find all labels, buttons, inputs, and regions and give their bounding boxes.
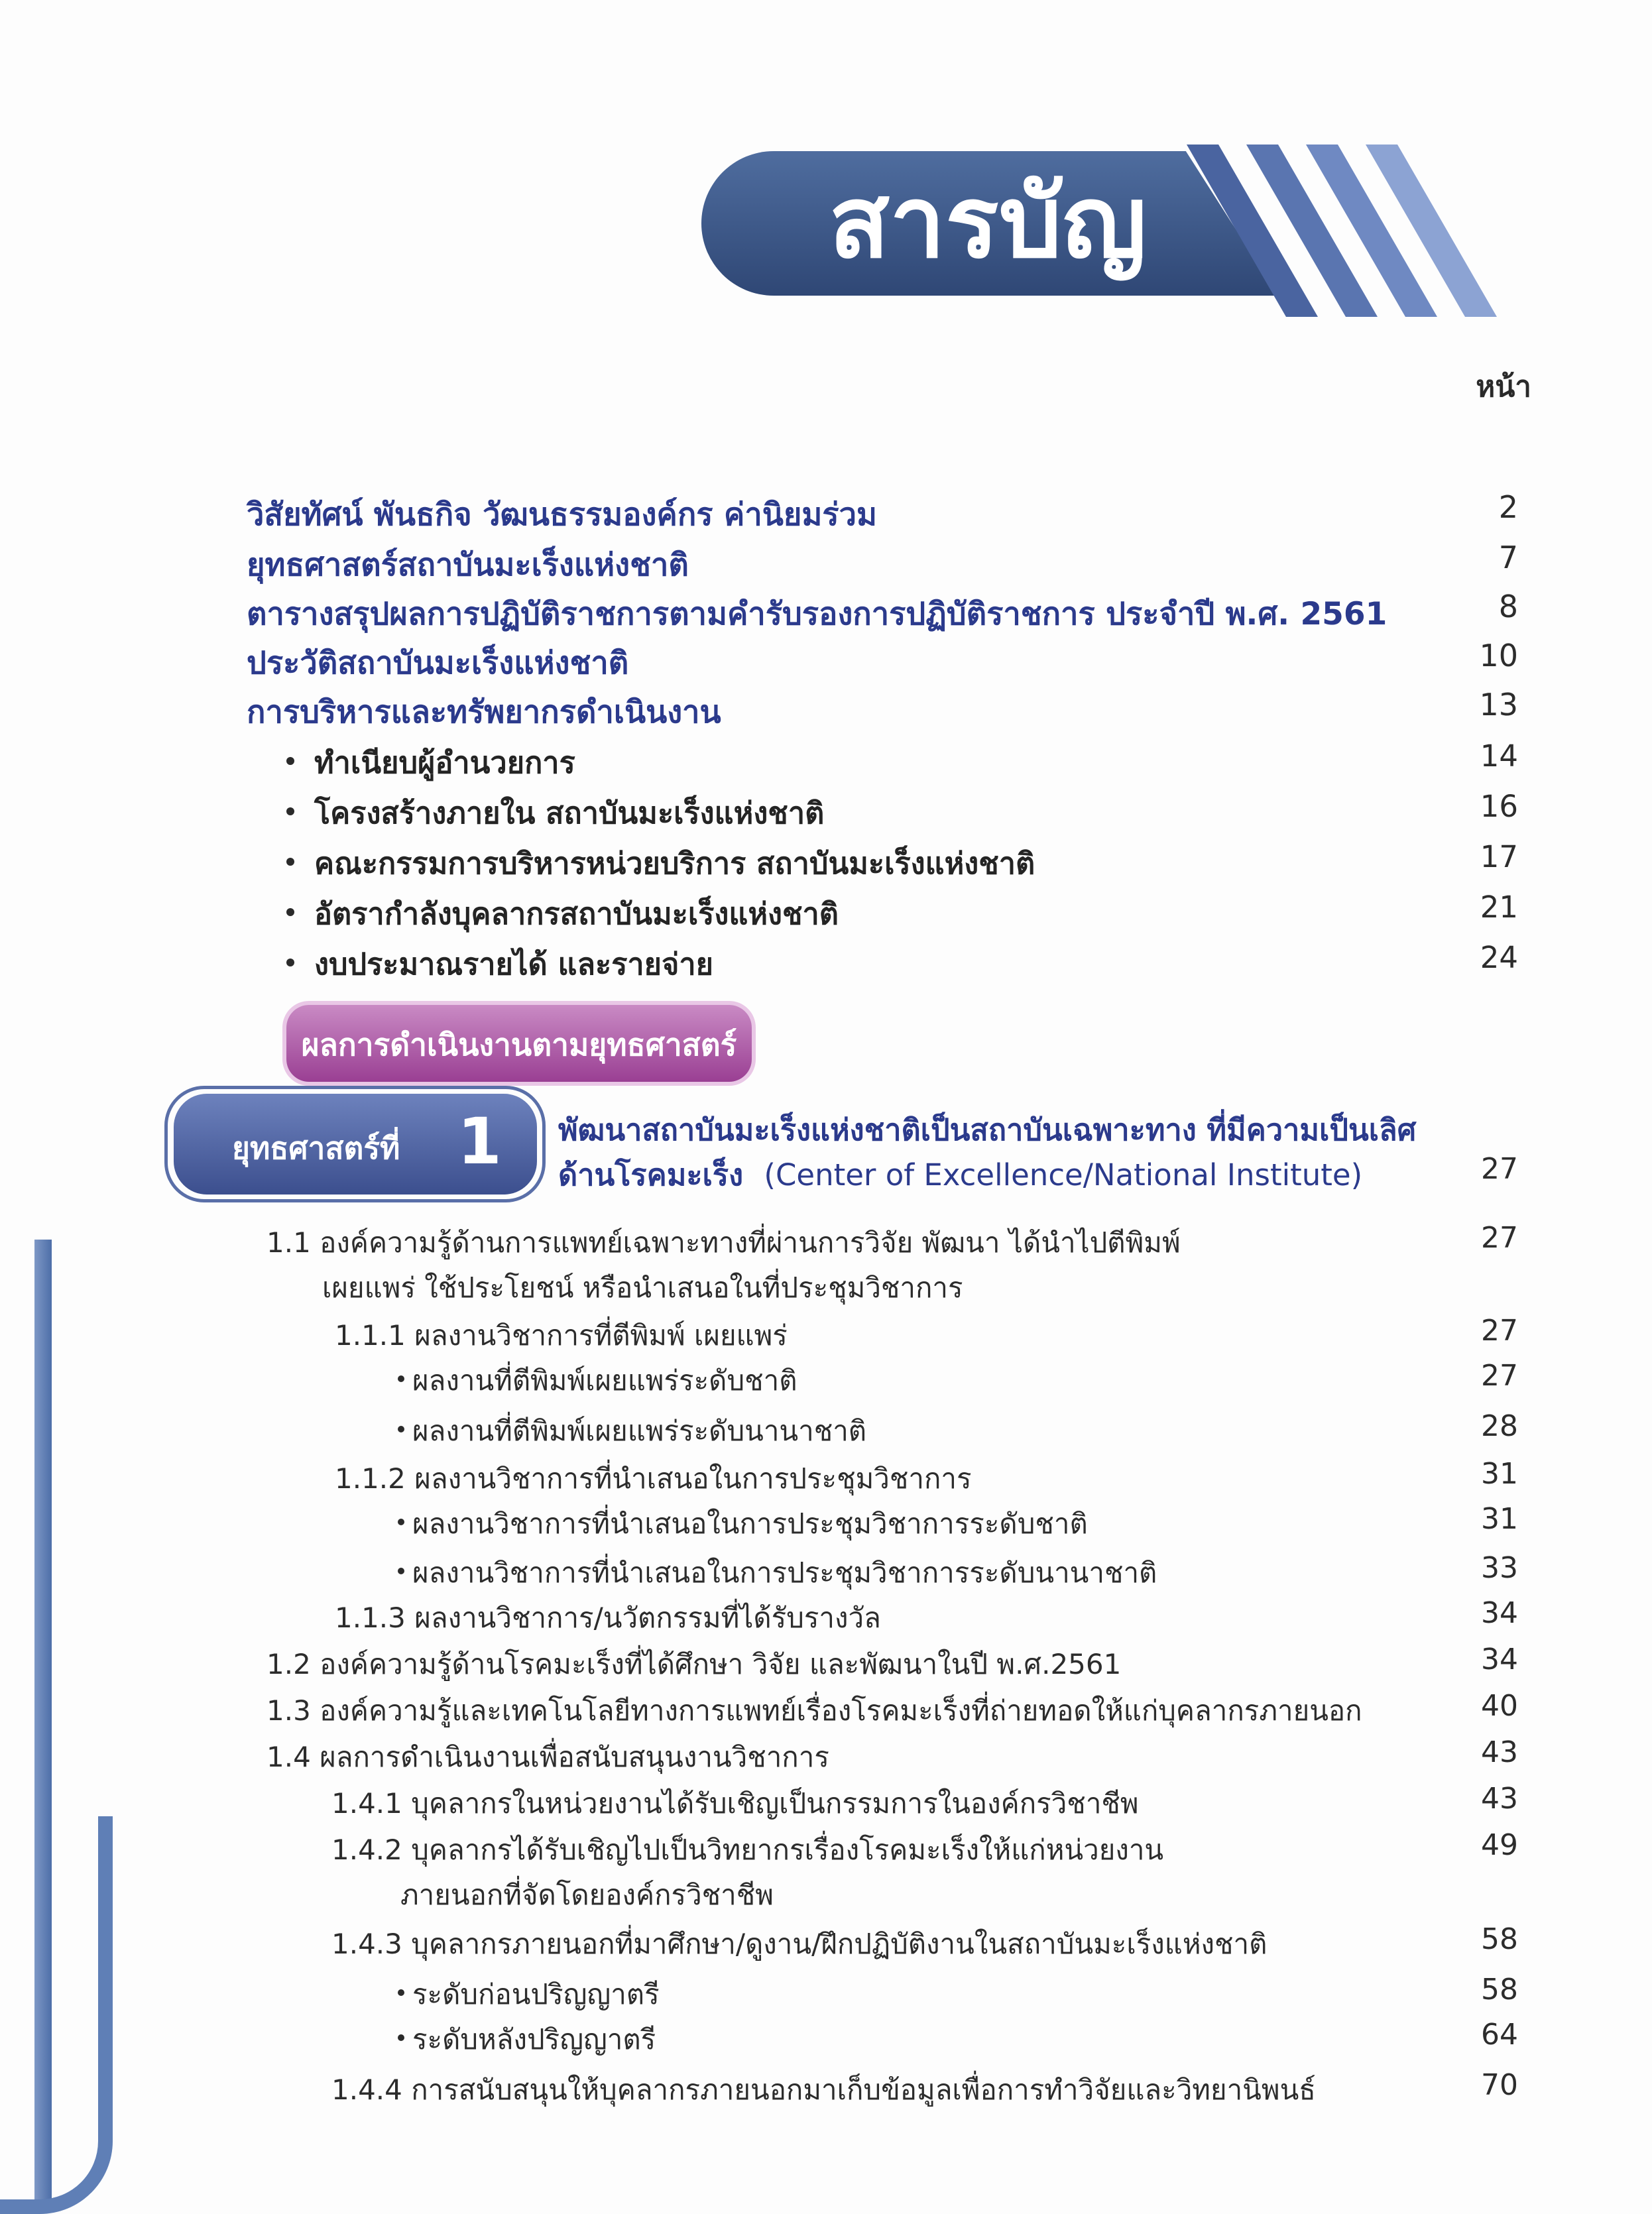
toc-entry[interactable] (0, 589, 1652, 635)
toc-entry-text: การบริหารและทรัพยากรดำเนินงาน (247, 694, 721, 730)
toc-entry-text: ผลงานวิชาการที่นำเสนอในการประชุมวิชาการระดับนานาชาติ (412, 1556, 1157, 1589)
toc-entry-page: 40 (1481, 1689, 1518, 1723)
section-header-label: ผลการดำเนินงานตามยุทธศาสตร์ (301, 1027, 737, 1063)
toc-entry-page: 31 (1481, 1502, 1518, 1536)
toc-entry-text: โครงสร้างภายใน สถาบันมะเร็งแห่งชาติ (314, 795, 825, 831)
toc-entry-page: 2 (1498, 489, 1518, 525)
strategy-number: 1 (457, 1104, 502, 1179)
page-column-label: หน้า (1476, 370, 1531, 404)
toc-entry-text: คณะกรรมการบริหารหน่วยบริการ สถาบันมะเร็งแห่งชาติ (314, 846, 1035, 881)
toc-entry-text: ตารางสรุปผลการปฏิบัติราชการตามคำรับรองการปฏิบัติราชการ ประจำปี พ.ศ. 2561 (247, 596, 1387, 632)
toc-entry[interactable] (0, 1643, 1652, 1689)
toc-entry[interactable] (0, 2018, 1652, 2064)
bullet-icon (398, 1989, 404, 1996)
toc-entry[interactable] (0, 940, 1652, 986)
strategy-label: ยุทธศาสตร์ที่ (232, 1130, 400, 1166)
bullet-icon (398, 2034, 404, 2041)
toc-entry-text: 1.4.1 บุคลากรในหน่วยงานได้รับเชิญเป็นกรรมการในองค์กรวิชาชีพ (331, 1787, 1139, 1820)
toc-entry-text: อัตรากำลังบุคลากรสถาบันมะเร็งแห่งชาติ (314, 896, 839, 931)
toc-entry-page: 31 (1481, 1457, 1518, 1491)
toc-entry[interactable] (0, 1502, 1652, 1548)
toc-entry-text: ยุทธศาสตร์สถาบันมะเร็งแห่งชาติ (247, 547, 689, 583)
toc-entry[interactable] (0, 789, 1652, 835)
toc-entry-text: งบประมาณรายได้ และรายจ่าย (314, 947, 714, 982)
toc-entry[interactable] (0, 638, 1652, 684)
toc-entry[interactable] (0, 1359, 1652, 1405)
toc-entry-page: 58 (1481, 1922, 1518, 1956)
toc-entry[interactable] (0, 2068, 1652, 2115)
toc-entry[interactable] (0, 1221, 1652, 1267)
toc-entry-page: 27 (1481, 1359, 1518, 1393)
toc-entry-page: 49 (1481, 1828, 1518, 1862)
toc-entry[interactable] (0, 1457, 1652, 1503)
toc-entry[interactable] (0, 1409, 1652, 1456)
bullet-icon (286, 757, 294, 765)
toc-entry-text: ทำเนียบผู้อำนวยการ (314, 745, 575, 780)
toc-entry-text: ภายนอกที่จัดโดยองค์กรวิชาชีพ (400, 1879, 774, 1911)
toc-entry[interactable] (0, 1689, 1652, 1735)
toc-entry[interactable] (0, 890, 1652, 936)
toc-entry[interactable] (0, 687, 1652, 733)
toc-entry-text: เผยแพร่ ใช้ประโยชน์ หรือนำเสนอในที่ประชุมวิชาการ (322, 1271, 963, 1304)
toc-entry-text: ประวัติสถาบันมะเร็งแห่งชาติ (247, 645, 629, 681)
strategy-page: 27 (1481, 1152, 1518, 1186)
toc-entry-page: 14 (1480, 738, 1518, 774)
toc-entry-page: 43 (1481, 1782, 1518, 1816)
bullet-icon (286, 858, 294, 866)
toc-entry-page: 16 (1480, 789, 1518, 824)
bullet-icon (286, 807, 294, 815)
strategy-description-thai: ด้านโรคมะเร็ง (558, 1157, 744, 1193)
bullet-icon (286, 908, 294, 916)
toc-entry-text: 1.1.3 ผลงานวิชาการ/นวัตกรรมที่ได้รับรางวัล (335, 1602, 881, 1634)
toc-entry[interactable] (0, 1596, 1652, 1643)
toc-entry[interactable] (0, 1973, 1652, 2019)
banner-stripes (1160, 145, 1531, 317)
toc-entry[interactable] (0, 1828, 1652, 1875)
toc-entry-page: 33 (1481, 1551, 1518, 1585)
toc-entry[interactable] (0, 1551, 1652, 1598)
toc-entry-page: 58 (1481, 1973, 1518, 2007)
toc-entry-page: 34 (1481, 1596, 1518, 1630)
toc-entry-text: 1.3 องค์ความรู้และเทคโนโลยีทางการแพทย์เรื่องโรคมะเร็งที่ถ่ายทอดให้แก่บุคลากรภายนอก (266, 1694, 1362, 1727)
toc-entry[interactable] (0, 1314, 1652, 1360)
strategy-page-row (0, 1152, 1652, 1198)
bullet-icon (398, 1568, 404, 1574)
toc-entry-text: 1.1.2 ผลงานวิชาการที่นำเสนอในการประชุมวิชาการ (335, 1462, 972, 1495)
toc-entry-page: 27 (1481, 1221, 1518, 1255)
toc-entry-page: 13 (1479, 687, 1518, 723)
toc-entry-continuation (0, 1873, 1652, 1920)
toc-entry-page: 10 (1479, 638, 1518, 673)
bullet-icon (398, 1519, 404, 1525)
toc-entry-page: 8 (1498, 589, 1518, 624)
toc-entry-page: 27 (1481, 1314, 1518, 1348)
toc-entry-page: 70 (1481, 2068, 1518, 2102)
toc-entry-text: 1.4.2 บุคลากรได้รับเชิญไปเป็นวิทยากรเรื่องโรคมะเร็งให้แก่หน่วยงาน (331, 1834, 1164, 1866)
strategy-description-english: (Center of Excellence/National Institute) (764, 1157, 1363, 1193)
toc-entry-text: 1.1.1 ผลงานวิชาการที่ตีพิมพ์ เผยแพร่ (335, 1319, 788, 1352)
toc-entry-text: ระดับก่อนปริญญาตรี (412, 1978, 660, 2010)
toc-entry-page: 21 (1480, 890, 1518, 925)
toc-entry[interactable] (0, 489, 1652, 536)
toc-entry[interactable] (0, 1735, 1652, 1782)
toc-entry-text: 1.4 ผลการดำเนินงานเพื่อสนับสนุนงานวิชาการ (266, 1741, 829, 1773)
bullet-icon (398, 1426, 404, 1432)
toc-entry[interactable] (0, 738, 1652, 785)
toc-entry-text: ผลงานที่ตีพิมพ์เผยแพร่ระดับชาติ (412, 1364, 797, 1397)
toc-entry[interactable] (0, 1922, 1652, 1969)
toc-entry-text: 1.4.3 บุคลากรภายนอกที่มาศึกษา/ดูงาน/ฝึกปฏิบัติงานในสถาบันมะเร็งแห่งชาติ (331, 1928, 1268, 1960)
page-title: สารบัญ (829, 165, 1147, 280)
toc-entry[interactable] (0, 540, 1652, 586)
toc-entry-page: 43 (1481, 1735, 1518, 1769)
strategy-description-line1: พัฒนาสถาบันมะเร็งแห่งชาติเป็นสถาบันเฉพาะทาง ที่มีความเป็นเลิศ (558, 1112, 1417, 1147)
toc-entry-text: 1.4.4 การสนับสนุนให้บุคลากรภายนอกมาเก็บข้อมูลเพื่อการทำวิจัยและวิทยานิพนธ์ (331, 2073, 1316, 2106)
toc-entry-page: 17 (1480, 839, 1518, 874)
toc-entry-text: 1.1 องค์ความรู้ด้านการแพทย์เฉพาะทางที่ผ่านการวิจัย พัฒนา ได้นำไปตีพิมพ์ (266, 1226, 1181, 1259)
bullet-icon (398, 1375, 404, 1382)
toc-entry-text: ระดับหลังปริญญาตรี (412, 2023, 656, 2056)
toc-entry-continuation (0, 1266, 1652, 1312)
toc-entry[interactable] (0, 839, 1652, 886)
toc-entry-text: ผลงานที่ตีพิมพ์เผยแพร่ระดับนานาชาติ (412, 1415, 867, 1447)
toc-entry-page: 34 (1481, 1643, 1518, 1676)
toc-entry-page: 64 (1481, 2018, 1518, 2052)
toc-entry[interactable] (0, 1782, 1652, 1828)
toc-entry-text: ผลงานวิชาการที่นำเสนอในการประชุมวิชาการระดับชาติ (412, 1507, 1088, 1540)
toc-entry-text: 1.2 องค์ความรู้ด้านโรคมะเร็งที่ได้ศึกษา วิจัย และพัฒนาในปี พ.ศ.2561 (266, 1648, 1122, 1680)
toc-entry-page: 7 (1498, 540, 1518, 575)
bullet-icon (286, 959, 294, 966)
toc-entry-text: วิสัยทัศน์ พันธกิจ วัฒนธรรมองค์กร ค่านิยมร่วม (247, 496, 877, 533)
toc-entry-page: 28 (1481, 1409, 1518, 1443)
toc-entry-page: 24 (1480, 940, 1518, 975)
